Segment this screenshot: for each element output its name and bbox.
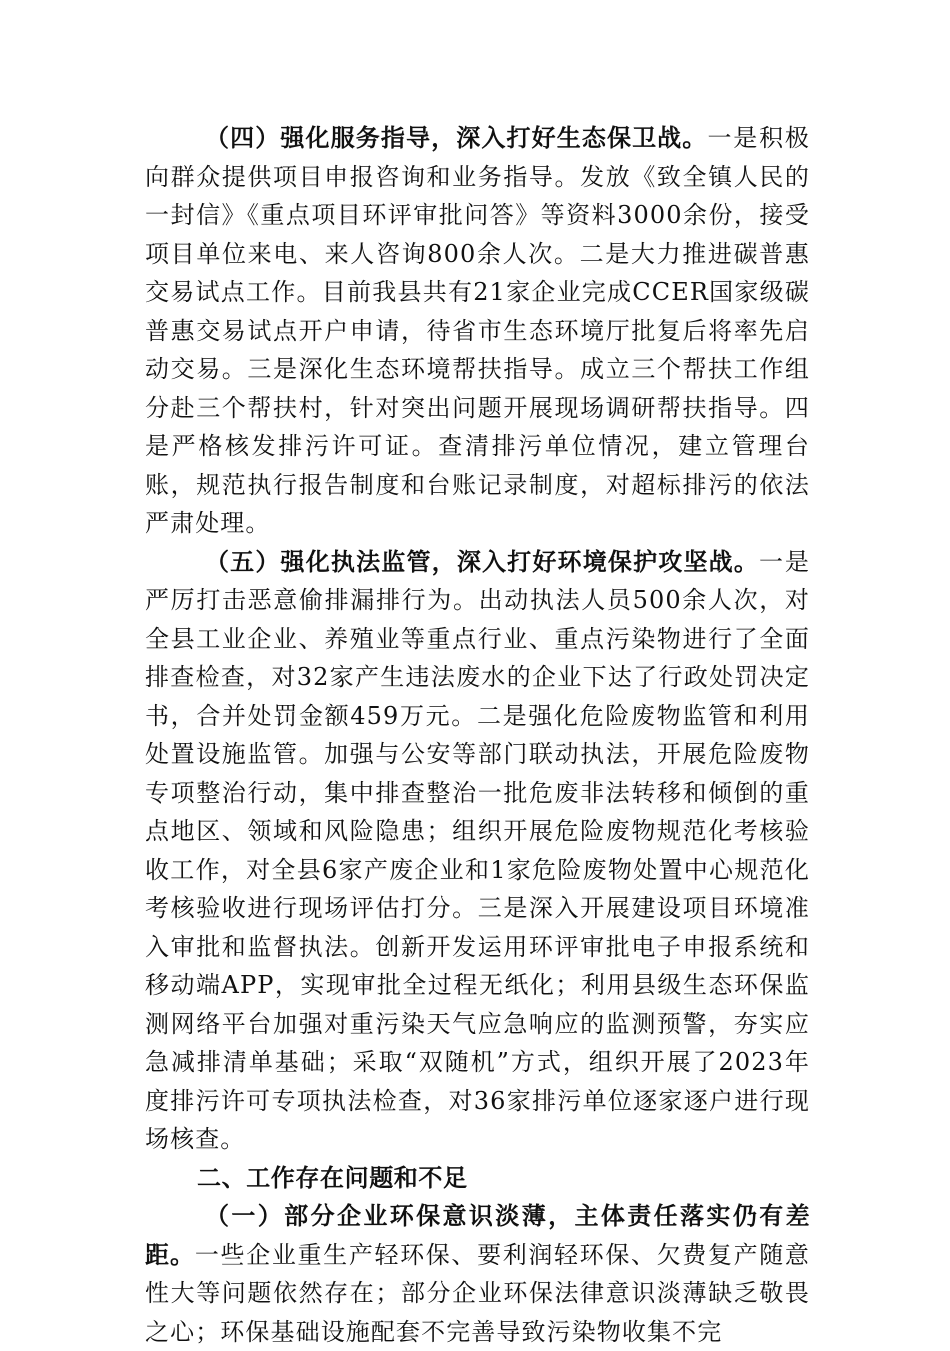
document-body bbox=[145, 119, 810, 1351]
paragraph-section-4 bbox=[145, 119, 810, 543]
section-heading: 二、工作存在问题和不足 bbox=[197, 1163, 468, 1192]
paragraph-body-text: 一些企业重生产轻环保、要利润轻环保、欠费复产随意性大等问题依然存在；部分企业环保法律意识淡薄缺乏敬畏之心；环保基础设施配套不完善导致污染物收集不完 bbox=[145, 1240, 810, 1346]
paragraph-body-text: 一是积极向群众提供项目申报咨询和业务指导。发放《致全镇人民的一封信》《重点项目环评审批问答》等资料3000余份，接受项目单位来电、来人咨询800余人次。二是大力推进碳普惠交易试点工作。目前我县共有21家企业完成CCER国家级碳普惠交易试点开户申请，待省市生态环境厅批复后将率先启动交易。三是深化生态环境帮扶指导。成立三个帮扶工作组分赴三个帮扶村，针对突出问题开展现场调研帮扶指导。四是严格核发排污许可证。查清排污单位情况，建立管理台账，规范执行报告制度和台账记录制度，对超标排污的依法严肃处理。 bbox=[145, 124, 811, 537]
paragraph-body-text: 一是严厉打击恶意偷排漏排行为。出动执法人员500余人次，对全县工业企业、养殖业等重点行业、重点污染物进行了全面排查检查，对32家产生违法废水的企业下达了行政处罚决定书，合并处罚金额459万元。二是强化危险废物监管和利用处置设施监管。加强与公安等部门联动执法，开展危险废物专项整治行动，集中排查整治一批危废非法转移和倾倒的重点地区、领域和风险隐患；组织开展危险废物规范化考核验收工作，对全县6家产废企业和1家危险废物处置中心规范化考核验收进行现场评估打分。三是深入开展建设项目环境准入审批和监督执法。创新开发运用环评审批电子申报系统和移动端APP，实现审批全过程无纸化；利用县级生态环保监测网络平台加强对重污染天气应急响应的监测预警，夯实应急减排清单基础；采取“双随机”方式，组织开展了2023年度排污许可专项执法检查，对36家排污单位逐家逐户进行现场核查。 bbox=[145, 547, 810, 1153]
paragraph-section-2-1 bbox=[145, 1197, 810, 1351]
paragraph-section-5 bbox=[145, 543, 810, 1159]
paragraph-lead-heading: （一）部分企业环保意识淡薄，主体责任落实仍有差距。 bbox=[145, 1202, 810, 1269]
paragraph-lead-heading: （五）强化执法监管，深入打好环境保护攻坚战。 bbox=[205, 547, 760, 576]
paragraph-lead-heading: （四）强化服务指导，深入打好生态保卫战。 bbox=[205, 124, 708, 152]
